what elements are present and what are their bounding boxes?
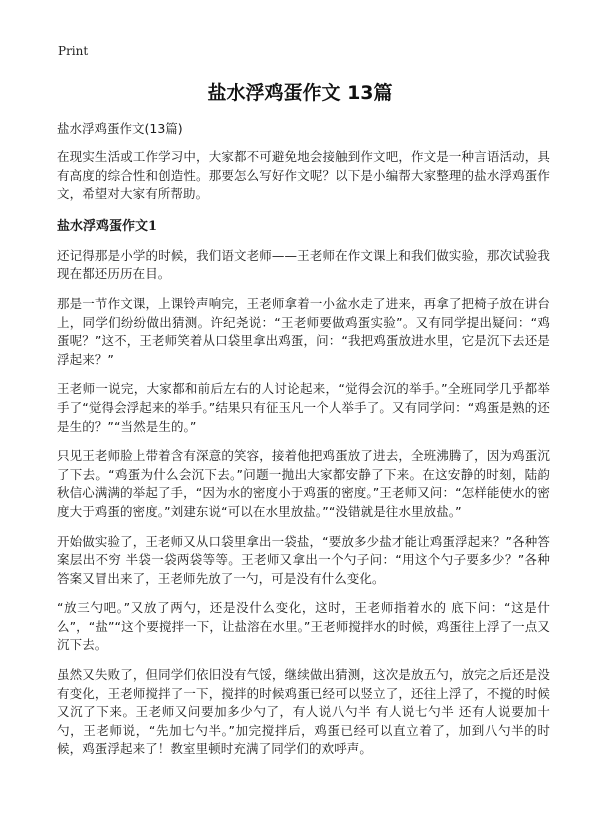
- intro-paragraph: 在现实生活或工作学习中，大家都不可避免地会接触到作文吧，作文是一种言语活动，具有高度的综合性和创造性。那要怎么写好作文呢？以下是小编帮大家整理的盐水浮鸡蛋作文，希望对大家有所帮助。: [57, 149, 550, 202]
- print-link[interactable]: Print: [58, 44, 89, 58]
- article-body: [57, 120, 550, 770]
- paragraph-4: 只见王老师脸上带着含有深意的笑容，接着他把鸡蛋放了进去，全班沸腾了，因为鸡蛋沉了下去。“鸡蛋为什么会沉下去。”问题一抛出大家都安静了下来。在这安静的时刻，陆韵秋信心满满的举起了手，“因为水的密度小于鸡蛋的密度。”王老师又问：“怎样能使水的密度大于鸡蛋的密度。”刘建东说“可以在水里放盐。”“没错就是往水里放盐。”: [57, 448, 550, 519]
- paragraph-7: 虽然又失败了，但同学们依旧没有气馁，继续做出猜测，这次是放五勺，放完之后还是没有变化，王老师搅拌了一下，搅拌的时候鸡蛋已经可以竖立了，还往上浮了，不搅的时候又沉了下来。王老师又问要加多少勺了，有人说八勺半 有人说七勺半 还有人说要加十勺，王老师说，“先加七勺半。”加完搅拌后，鸡蛋已经可以直立着了，加到八勺半的时候，鸡蛋浮起来了！教室里顿时充满了同学们的欢呼声。: [57, 667, 550, 757]
- page-title: 盐水浮鸡蛋作文 13篇: [207, 82, 393, 104]
- article-subtitle: 盐水浮鸡蛋作文(13篇): [57, 121, 183, 136]
- section-heading: 盐水浮鸡蛋作文1: [57, 218, 158, 234]
- paragraph-5: 开始做实验了，王老师又从口袋里拿出一袋盐，“要放多少盐才能让鸡蛋浮起来？”各种答案层出不穷 半袋一袋两袋等等。王老师又拿出一个勺子问：“用这个勺子要多少？”各种答案又冒出来了，王老师先放了一勺，可是没有什么变化。: [57, 533, 550, 586]
- paragraph-3: 王老师一说完，大家都和前后左右的人讨论起来，“觉得会沉的举手。”全班同学几乎都举手了“觉得会浮起来的举手。”结果只有征玉凡一个人举手了。又有同学问：“鸡蛋是熟的还是生的？”“当然是生的。”: [57, 381, 550, 434]
- paragraph-6: “放三勺吧。”又放了两勺，还是没什么变化，这时，王老师指着水的 底下问：“这是什么”，“盐”“这个要搅拌一下，让盐溶在水里。”王老师搅拌水的时候，鸡蛋往上浮了一点又沉下去。: [57, 600, 550, 653]
- paragraph-2: 那是一节作文课，上课铃声响完，王老师拿着一小盆水走了进来，再拿了把椅子放在讲台上，同学们纷纷做出猜测。许纪尧说：“王老师要做鸡蛋实验”。又有同学提出疑问：“鸡蛋呢？”这不，王老师笑着从口袋里拿出鸡蛋，问：“我把鸡蛋放进水里，它是沉下去还是浮起来？”: [57, 295, 550, 367]
- paragraph-1: 还记得那是小学的时候，我们语文老师——王老师在作文课上和我们做实验，那次试验我现在都还历历在目。: [57, 247, 550, 282]
